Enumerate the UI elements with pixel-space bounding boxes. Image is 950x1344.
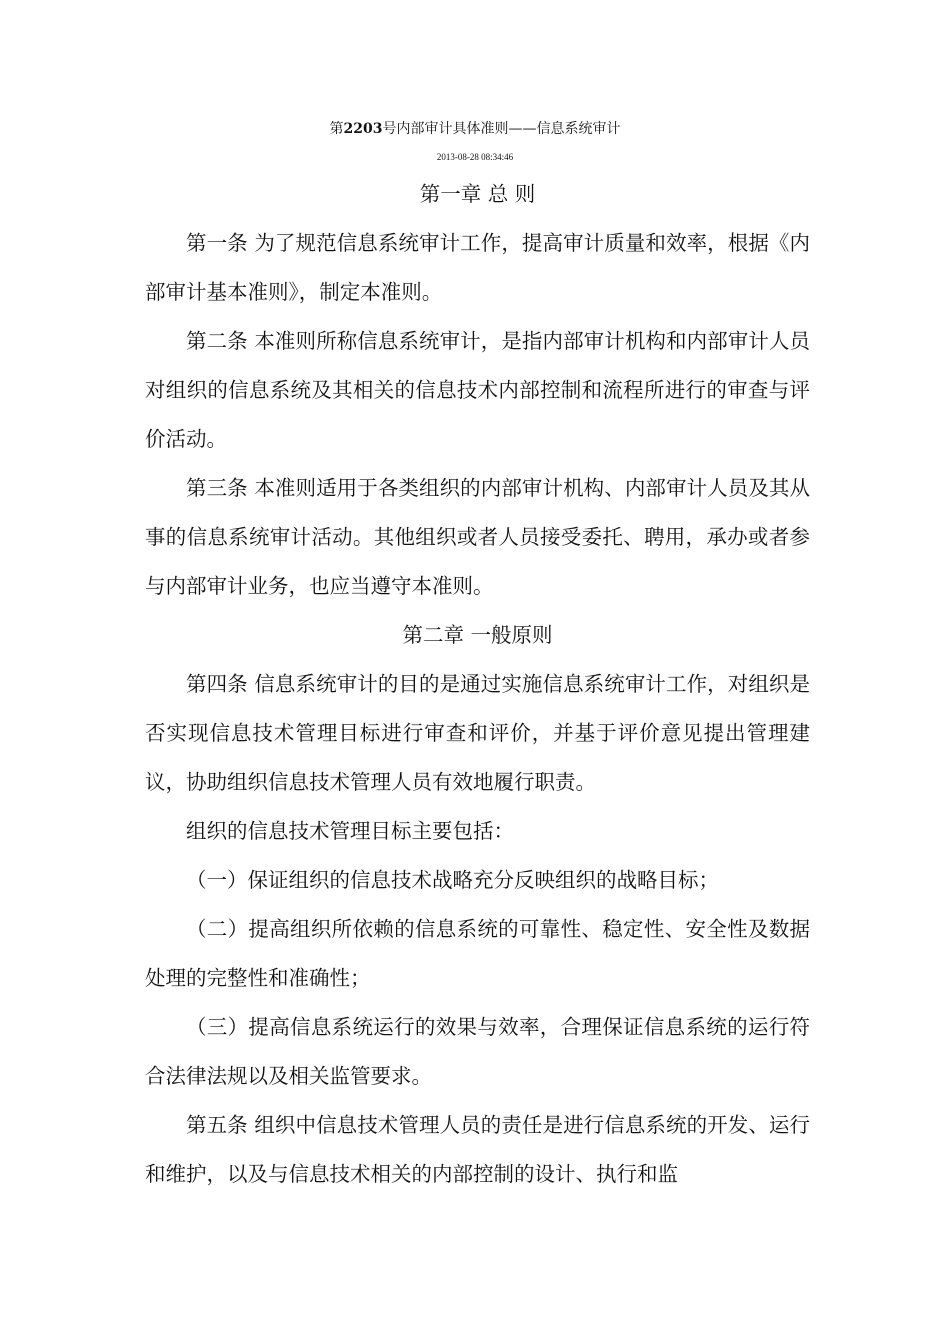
article-4: 第四条 信息系统审计的目的是通过实施信息系统审计工作，对组织是否实现信息技术管理目标进行审查和评价，并基于评价意见提出管理建议，协助组织信息技术管理人员有效地履行职责。 (145, 672, 810, 794)
publish-date: 2013-08-28 08:34:46 (436, 152, 514, 162)
article-1: 第一条 为了规范信息系统审计工作，提高审计质量和效率，根据《内部审计基本准则》，制定本准则。 (145, 231, 810, 304)
title-number: 2203 (343, 121, 383, 137)
title-prefix: 第 (329, 121, 344, 137)
title-rest: 号内部审计具体准则——信息系统审计 (382, 121, 621, 137)
article-5: 第五条 组织中信息技术管理人员的责任是进行信息系统的开发、运行和维护，以及与信息技术相关的内部控制的设计、执行和监 (145, 1113, 810, 1186)
document-body (145, 170, 810, 1199)
document-title (0, 118, 950, 140)
goal-item-1: （一）保证组织的信息技术战略充分反映组织的战略目标； (186, 868, 719, 892)
chapter-1-heading: 第一章 总 则 (419, 182, 536, 206)
article-3: 第三条 本准则适用于各类组织的内部审计机构、内部审计人员及其从事的信息系统审计活动。其他组织或者人员接受委托、聘用，承办或者参与内部审计业务，也应当遵守本准则。 (145, 476, 810, 598)
goals-intro: 组织的信息技术管理目标主要包括： (186, 819, 514, 843)
goal-item-3: （三）提高信息系统运行的效果与效率，合理保证信息系统的运行符合法律法规以及相关监管要求。 (145, 1015, 810, 1088)
article-2: 第二条 本准则所称信息系统审计，是指内部审计机构和内部审计人员对组织的信息系统及其相关的信息技术内部控制和流程所进行的审查与评价活动。 (145, 329, 810, 451)
goal-item-2: （二）提高组织所依赖的信息系统的可靠性、稳定性、安全性及数据处理的完整性和准确性； (145, 917, 810, 990)
chapter-2-heading: 第二章 一般原则 (402, 623, 553, 647)
